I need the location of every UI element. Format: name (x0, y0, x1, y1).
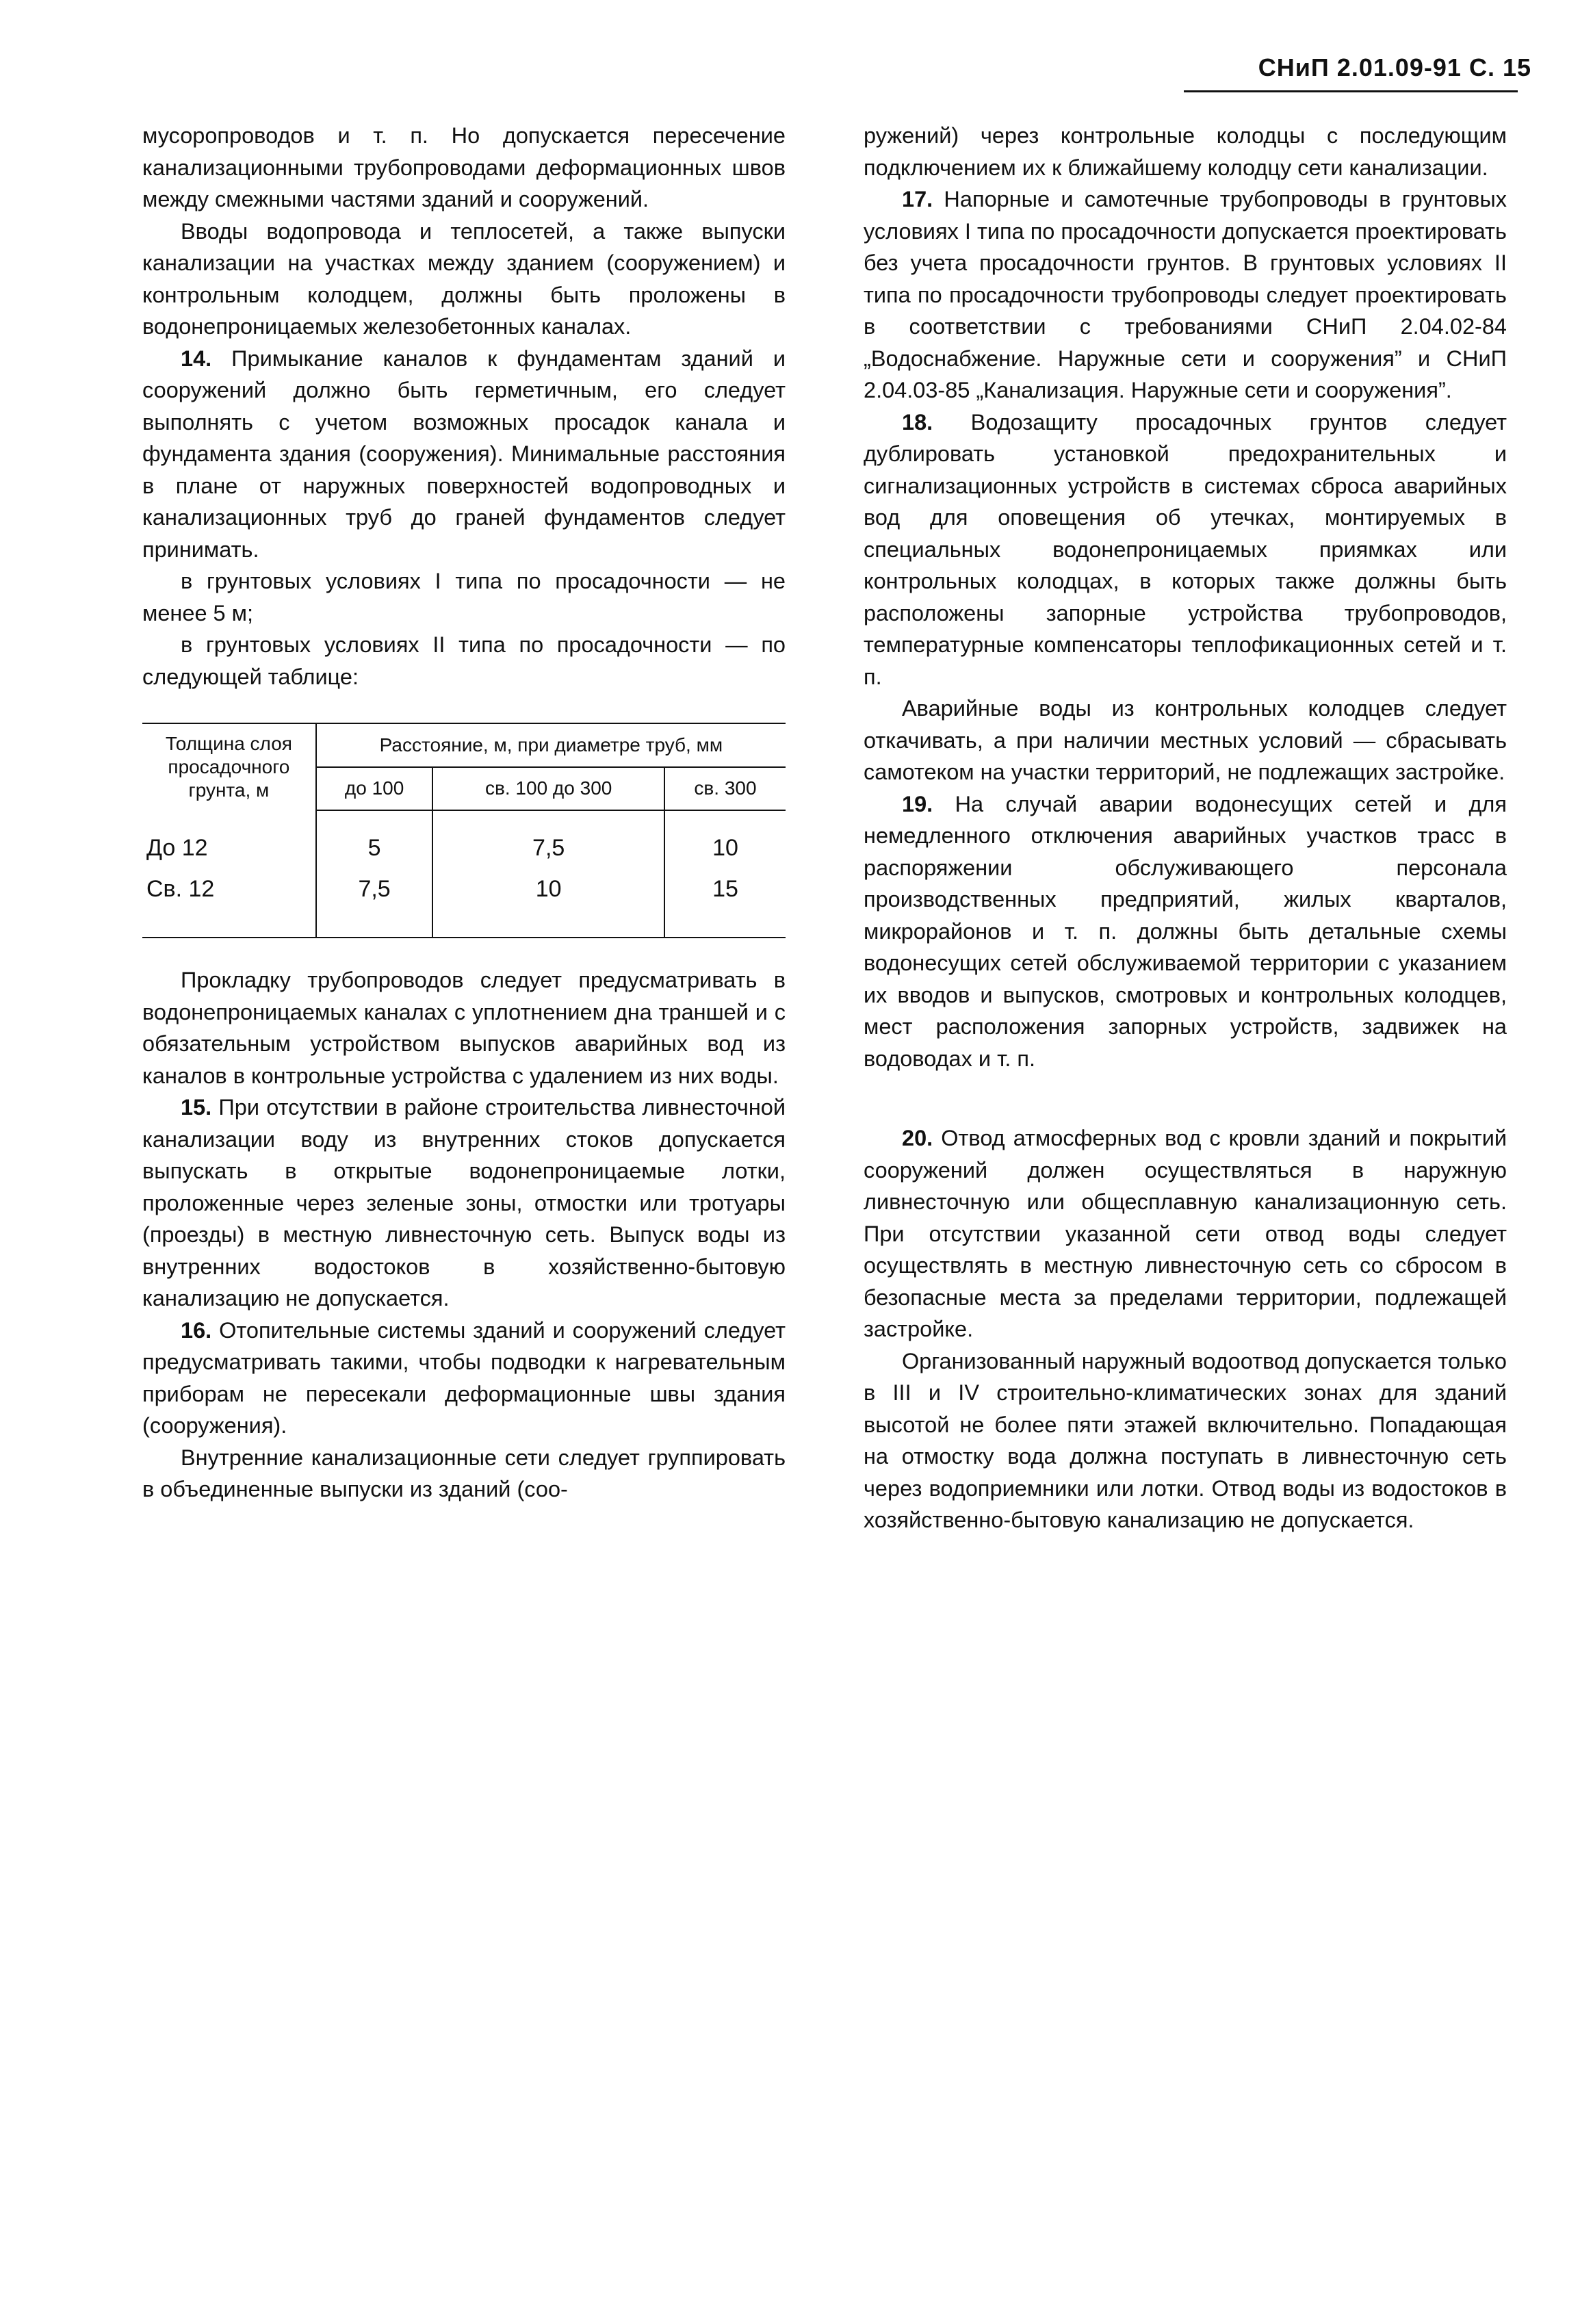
clause-number: 18. (902, 409, 933, 435)
clause-15 (142, 1092, 786, 1315)
table-cell: Св. 12 (142, 868, 316, 938)
table-cell: 15 (664, 868, 786, 938)
clause-number: 20. (902, 1126, 933, 1150)
clause-14 (142, 343, 786, 566)
table-row (142, 868, 786, 938)
clause-text: При отсутствии в районе строительства ливнесточной канализации воду из внутренних стоков допускается выпускать в открытые водонепроницаемые лотки, проложенные через зеленые зоны, отмостки или тротуары (проезды) в местную ливнесточную сеть. Выпуск воды из внутренних водостоков в хозяйственно-бытовую канализацию не допускается. (142, 1095, 786, 1311)
table-cell: 10 (432, 868, 664, 938)
paragraph-type2: в грунтовых условиях II типа по просадочности — по следующей таблице: (142, 632, 786, 689)
distance-table (142, 723, 786, 938)
clause-number: 19. (902, 791, 933, 816)
clause-text: Отопительные системы зданий и сооружений следует предусматривать такими, чтобы подводки к нагревательным приборам не пересекали деформационные швы здания (сооружения). (142, 1317, 786, 1438)
clause-number: 16. (181, 1317, 212, 1343)
paragraph-continued: мусоропроводов и т. п. Но допускается пересечение канализационными трубопроводами деформационных швов между смежными частями зданий и сооружений. (142, 123, 786, 211)
clause-20 (864, 1122, 1507, 1345)
clause-text: Напорные и самотечные трубопроводы в грунтовых условиях I типа по просадочности допускается проектировать без учета просадочности грунтов. В грунтовых условиях II типа по просадочности трубопроводы следует проектировать в соответствии с требованиями СНиП 2.04.02-84 „Водоснабжение. Наружные сети и сооружения” и СНиП 2.04.03-85 „Канализация. Наружные сети и сооружения”. (864, 187, 1507, 402)
table-cell: 5 (316, 810, 433, 868)
paragraph-laying: Прокладку трубопроводов следует предусматривать в водонепроницаемых каналах с уплотнением дна траншей и с обязательным устройством выпусков аварийных вод из каналов в контрольные устройства с удалением из них воды. (142, 968, 786, 1088)
header-rule (1184, 90, 1518, 92)
page-header: СНиП 2.01.09-91 С. 15 (1258, 53, 1531, 81)
distance-table-wrap (142, 723, 786, 938)
table-header-thickness: Толщина слоя просадочного грунта, м (142, 723, 316, 810)
clause-17 (864, 183, 1507, 406)
clause-16 (142, 1315, 786, 1442)
clause-number: 14. (181, 346, 212, 371)
table-cell: 7,5 (316, 868, 433, 938)
clause-text: На случай аварии водонесущих сетей и для немедленного отключения аварийных участков трасс в распоряжении обслуживающего персонала производственных предприятий, жилых кварталов, микрорайонов и т. п. должны быть детальные схемы водонесущих сетей обслуживаемой территории с указанием их вводов и выпусков, смотровых и контрольных колодцев, мест расположения запорных устройств, задвижек на водоводах и т. п. (864, 791, 1507, 1071)
paragraph-sewer: Внутренние канализационные сети следует группировать в объединенные выпуски из зданий (соо- (142, 1445, 786, 1501)
paragraph-emergency-water: Аварийные воды из контрольных колодцев следует откачивать, а при наличии местных условий — сбрасывать самотеком на участки территорий, не подлежащих застройке. (864, 696, 1507, 784)
right-column (864, 120, 1507, 1536)
table-subheader-2: св. 100 до 300 (432, 767, 664, 811)
clause-text: Примыкание каналов к фундаментам зданий и сооружений должно быть герметичным, его следует выполнять с учетом возможных просадок канала и фундамента здания (сооружения). Минимальные расстояния в плане от наружных поверхностей водопроводных и канализационных труб до граней фундаментов следует принимать. (142, 346, 786, 562)
paragraph-inputs: Вводы водопровода и теплосетей, а также выпуски канализации на участках между зданием (сооружением) и контрольным колодцем, должны быть проложены в водонепроницаемых железобетонных каналах. (142, 218, 786, 339)
left-column (142, 120, 786, 1506)
table-cell: До 12 (142, 810, 316, 868)
clause-19 (864, 788, 1507, 1075)
table-subheader-3: св. 300 (664, 767, 786, 811)
table-header-distance: Расстояние, м, при диаметре труб, мм (379, 734, 723, 756)
clause-18 (864, 406, 1507, 693)
clause-number: 15. (181, 1095, 212, 1120)
clause-text: Водозащиту просадочных грунтов следует дублировать установкой предохранительных и сигнализационных устройств в системах сброса аварийных вод для оповещения об утечках, монтируемых в специальных водонепроницаемых приямках или контрольных колодцах, в которых также должны быть расположены запорные устройства трубопроводов, температурные компенсаторы теплофикационных сетей и т. п. (864, 409, 1507, 689)
table-row (142, 810, 786, 868)
paragraph-type1: в грунтовых условиях I типа по просадочности — не менее 5 м; (142, 569, 786, 625)
paragraph-continued: ружений) через контрольные колодцы с последующим подключением их к ближайшему колодцу сети канализации. (864, 123, 1507, 180)
paragraph-drainage: Организованный наружный водоотвод допускается только в III и IV строительно-климатических зонах для зданий высотой не более пяти этажей включительно. Попадающая на отмостку вода должна поступать в ливнесточную сеть через водоприемники или лотки. Отвод воды из водостоков в хозяйственно-бытовую канализацию не допускается. (864, 1348, 1507, 1532)
table-cell: 10 (712, 835, 738, 861)
table-subheader-1: до 100 (316, 767, 433, 811)
clause-number: 17. (902, 187, 933, 211)
table-cell: 7,5 (432, 810, 664, 868)
clause-text: Отвод атмосферных вод с кровли зданий и покрытий сооружений должен осуществляться в наружную ливнесточную или общесплавную канализационную сеть. При отсутствии указанной сети отвод воды следует осуществлять в местную ливнесточную сеть со сбросом в безопасные места за пределами территории, подлежащей застройке. (864, 1126, 1507, 1341)
